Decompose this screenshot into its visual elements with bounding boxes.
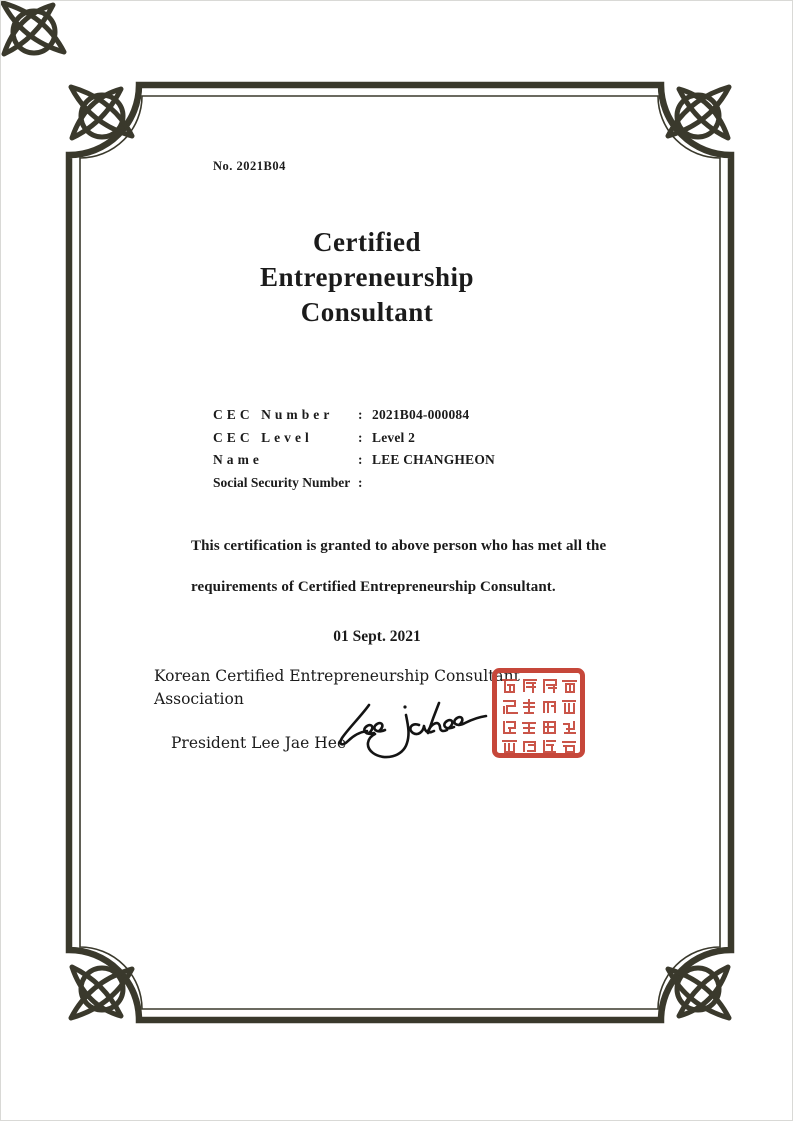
president-signature-handwriting: [329, 687, 489, 769]
certificate-title: [117, 225, 617, 330]
field-row-cec-level: [213, 427, 633, 450]
field-row-cec-number: [213, 404, 633, 427]
title-line-3: Consultant: [300, 297, 434, 327]
title-line-1: Certified: [313, 227, 421, 257]
cec-number-value: 2021B04-000084: [372, 407, 470, 422]
cec-number-label: CEC Number: [213, 407, 334, 422]
social-security-number-label: Social Security Number: [213, 474, 351, 490]
cec-number-colon: :: [358, 407, 363, 422]
issuer-line-2: Association: [154, 690, 244, 708]
certificate-fields: [213, 404, 633, 494]
name-value: LEE CHANGHEON: [372, 452, 495, 467]
certification-statement: [191, 526, 651, 608]
name-label: Name: [213, 452, 263, 467]
name-colon: :: [358, 452, 363, 467]
cec-level-colon: :: [358, 429, 363, 445]
title-line-2: Entrepreneurship: [259, 262, 475, 292]
corner-leaf-ornament: [3, 3, 64, 54]
field-row-social-security-number: [213, 472, 633, 495]
issuer-line-1: Korean Certified Entrepreneurship Consultant: [154, 667, 520, 685]
statement-line-2: requirements of Certified Entrepreneurship Consultant.: [191, 579, 556, 595]
issue-date: 01 Sept. 2021: [333, 628, 421, 645]
cec-level-label: CEC Level: [213, 429, 313, 445]
statement-line-1: This certification is granted to above person who has met all the: [191, 538, 607, 554]
cec-level-value: Level 2: [372, 429, 416, 445]
president-name: President Lee Jae Hee: [171, 734, 347, 752]
association-red-seal-stamp: [491, 667, 586, 759]
document-number: No. 2021B04: [213, 159, 286, 173]
social-security-number-colon: :: [358, 474, 363, 490]
field-row-name: [213, 449, 633, 472]
